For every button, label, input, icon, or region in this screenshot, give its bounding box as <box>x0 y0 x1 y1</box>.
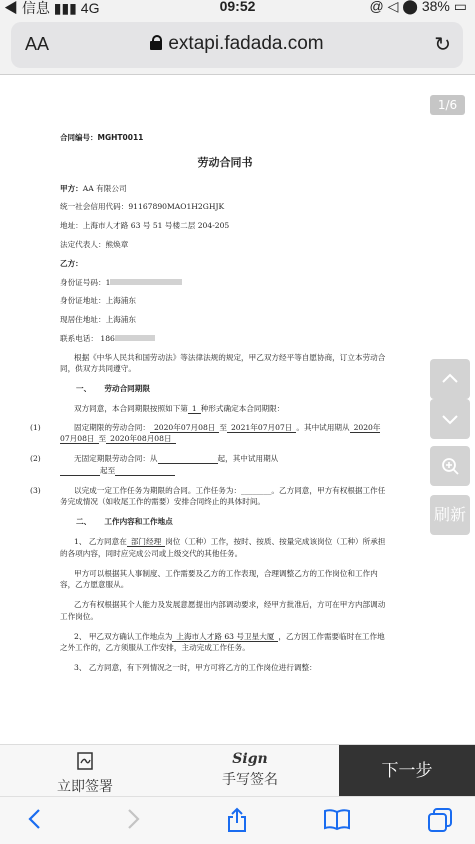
contract-document <box>30 132 390 682</box>
chevron-down-icon <box>440 409 460 429</box>
sign-now-label: 立即签署 <box>57 779 113 795</box>
text-size-button[interactable]: AA <box>25 34 50 54</box>
current-address: 现居住地址：上海浦东 <box>60 315 136 325</box>
scroll-up-button[interactable] <box>430 359 470 399</box>
zoom-in-icon <box>440 456 460 476</box>
handwrite-signature-button[interactable] <box>175 745 325 797</box>
next-step-button[interactable]: 下一步 <box>339 745 475 797</box>
term-item-1: (1) 固定期限的劳动合同： 2020年07月08日 至 2021年07月07日 。其中试用期从 2020年07月08日 至 2020年08月08日 <box>30 422 381 444</box>
work-para-1: 1、 乙方同意在 部门经理 岗位（工种）工作，按时、按质、按量完成该岗位（工种）所承担的各项内容，同时应完成公司或上级交代的其他任务。 <box>60 536 386 558</box>
zoom-in-button[interactable] <box>430 446 470 486</box>
signature-icon: Sign <box>232 751 268 767</box>
party-b: 乙方： <box>60 258 83 268</box>
legal-representative: 法定代表人：熊焕章 <box>60 239 129 249</box>
handwrite-label: 手写签名 <box>222 772 278 788</box>
browser-toolbar <box>0 796 475 844</box>
status-bar <box>0 0 475 16</box>
scroll-down-button[interactable] <box>430 399 470 439</box>
status-right: @ ◁ ⬤ 38% ▭ <box>369 0 467 14</box>
url-display[interactable] <box>11 33 463 55</box>
address-bar[interactable] <box>11 22 463 68</box>
work-para-5: 3、 乙方同意，有下列情况之一时，甲方可将乙方的工作岗位进行调整： <box>74 663 317 673</box>
redacted-id <box>110 279 182 285</box>
phone: 联系电话： 186 <box>60 333 390 345</box>
term-item-2: (2) 无固定期限劳动合同：从 起，其中试用期从 起至 <box>30 454 279 475</box>
status-left: ◀ 信息 ▮▮▮ 4G <box>4 0 100 16</box>
party-a-address: 地址：上海市人才路 63 号 51 号楼二层 204-205 <box>60 221 230 231</box>
section-2-heading: 二、 工作内容和工作地点 <box>76 517 173 527</box>
term-line: 双方同意，本合同期限按照如下第 1 种形式确定本合同期限： <box>74 403 285 413</box>
url-text: extapi.fadada.com <box>168 33 324 54</box>
status-time: 09:52 <box>219 0 256 14</box>
intro-paragraph: 根据《中华人民共和国劳动法》等法律法规的规定，甲乙双方经平等自愿协商，订立本劳动合同，供双方共同遵守。 <box>60 352 386 374</box>
id-number: 身份证号码：1 <box>60 277 390 289</box>
sign-now-button[interactable] <box>20 745 150 797</box>
work-para-4: 2、 甲乙双方确认工作地点为 上海市人才路 63 号卫星大厦 ，乙方因工作需要临时在工作地之外工作的，乙方须服从工作安排，主动完成工作任务。 <box>60 631 385 653</box>
back-icon[interactable] <box>20 807 50 833</box>
tabs-icon[interactable] <box>425 807 455 833</box>
id-address: 身份证地址：上海浦东 <box>60 296 136 306</box>
work-para-3: 乙方有权根据其个人能力及发展意愿提出内部调动要求，经甲方批准后，方可在甲方内部调动工作岗位。 <box>60 600 386 621</box>
contract-number: 合同编号：MGHT0011 <box>60 133 144 142</box>
lock-icon <box>150 36 162 50</box>
bottom-action-bar <box>0 744 475 796</box>
term-item-3: (3) 以完成一定工作任务为期限的合同。工作任务为：________。乙方同意，甲方有权根据工作任务完成情况（如收尾工作的需要）安排合同终止的具体时间。 <box>30 485 386 507</box>
page-counter: 1/6 <box>430 95 465 115</box>
refresh-button[interactable]: 刷新 <box>430 495 470 535</box>
share-icon[interactable] <box>222 807 252 833</box>
credit-code: 统一社会信用代码：91167890MAO1H2GHJK <box>60 202 225 212</box>
chevron-up-icon <box>440 369 460 389</box>
forward-icon[interactable] <box>118 807 148 833</box>
contract-title: 劳动合同书 <box>197 155 253 169</box>
reload-icon[interactable]: ↻ <box>434 32 451 56</box>
sign-document-icon <box>76 752 94 774</box>
party-a: 甲方：AA 有限公司 <box>60 183 127 193</box>
section-1-heading: 一、 劳动合同期限 <box>76 384 150 394</box>
bookmarks-icon[interactable] <box>322 807 352 833</box>
work-para-2: 甲方可以根据其人事制度、工作需要及乙方的工作表现，合理调整乙方的工作岗位和工作内容，乙方愿意服从。 <box>60 568 378 590</box>
redacted-phone <box>115 335 155 341</box>
